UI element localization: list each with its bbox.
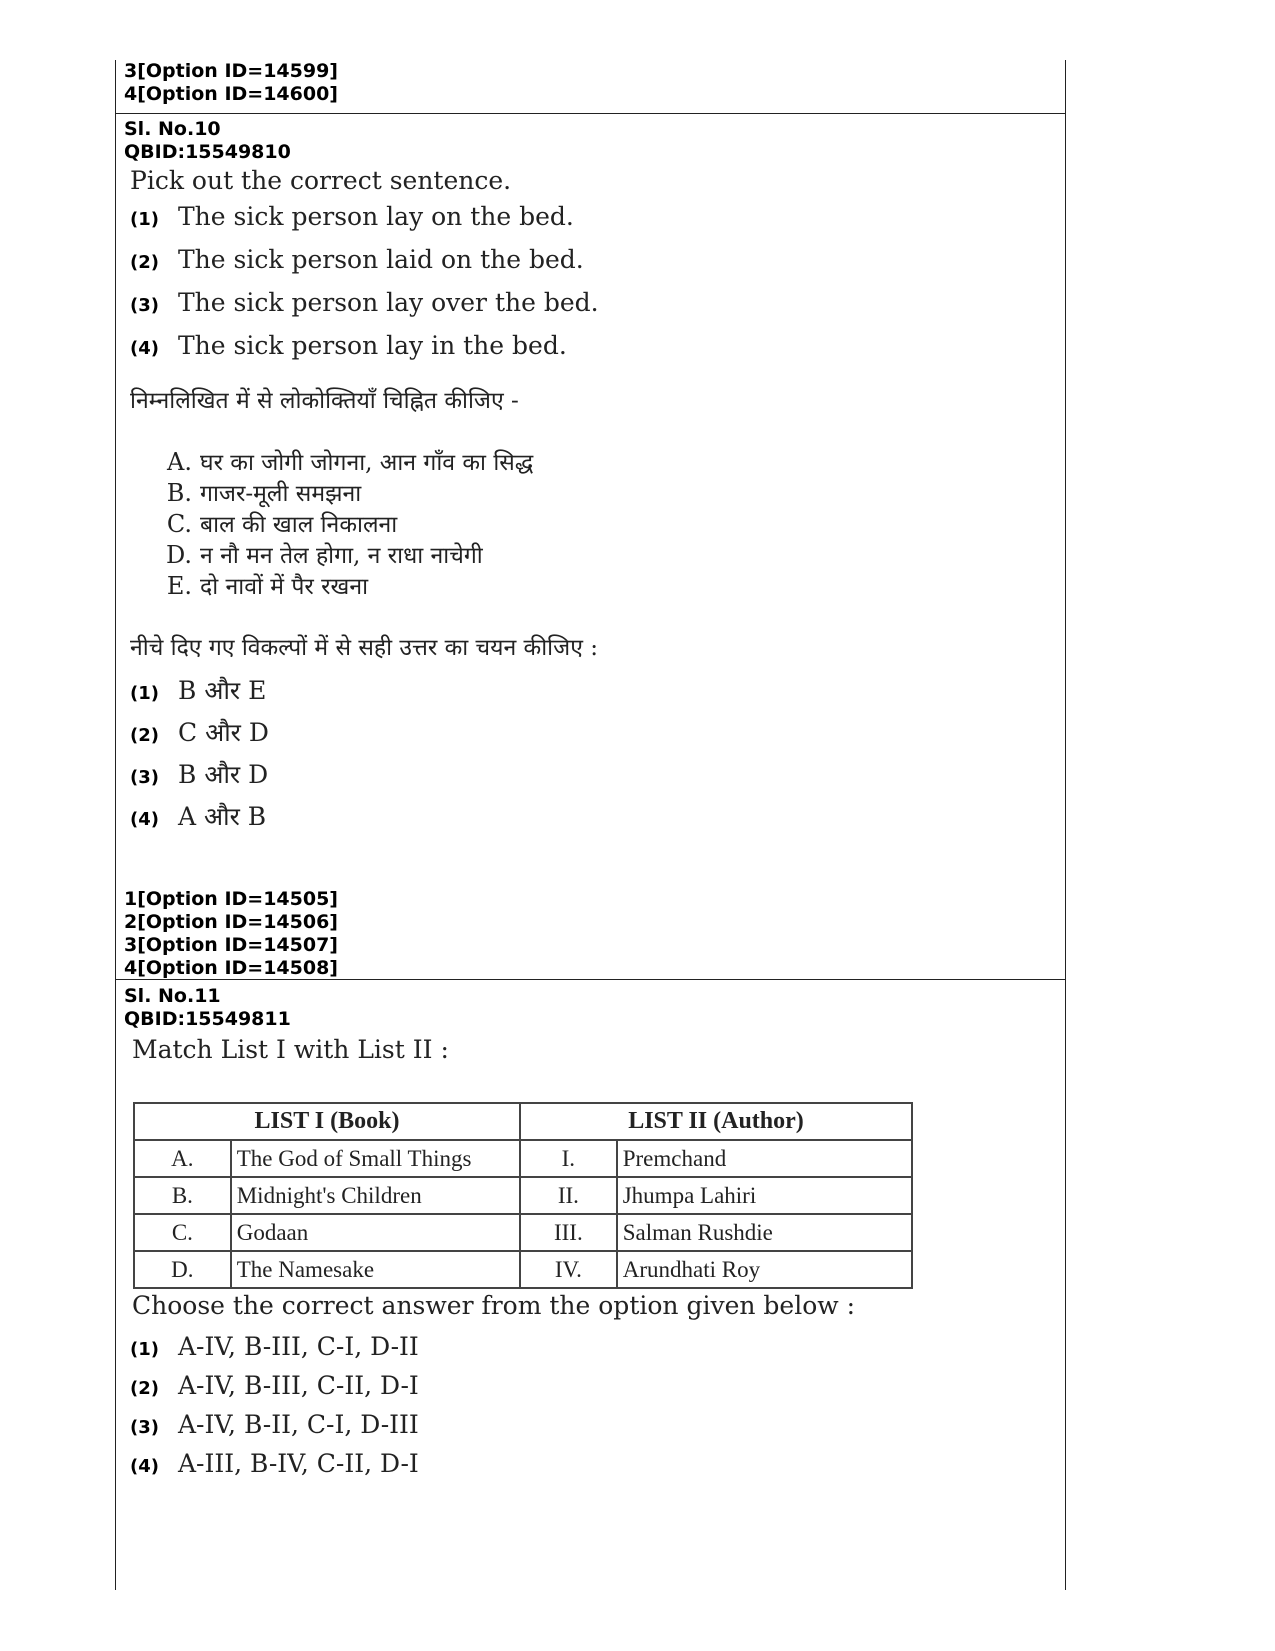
answer-option-2[interactable] xyxy=(130,245,584,274)
list-1-header: LIST I (Book) xyxy=(134,1103,520,1140)
item-text: गाजर-मूली समझना xyxy=(200,481,362,507)
answer-option-4[interactable] xyxy=(130,331,567,360)
book-cell: Godaan xyxy=(231,1214,520,1251)
option-number: (4) xyxy=(130,809,159,830)
option-id-line: 4[Option ID=14508] xyxy=(124,957,338,979)
hindi-list-item xyxy=(160,507,397,539)
option-text: The sick person laid on the bed. xyxy=(178,245,584,274)
table-row xyxy=(134,1251,912,1288)
list-2-header: LIST II (Author) xyxy=(520,1103,912,1140)
option-text: A-IV, B-II, C-I, D-III xyxy=(178,1410,419,1439)
answer-option-3[interactable] xyxy=(130,757,268,791)
answer-option-1[interactable] xyxy=(130,673,266,707)
answer-option-4[interactable] xyxy=(130,799,266,833)
prev-option-ids xyxy=(116,60,1065,106)
list-2-label: II. xyxy=(520,1177,617,1214)
option-text: B और D xyxy=(178,760,269,789)
option-id-line: 1[Option ID=14505] xyxy=(124,888,338,910)
list-2-label: III. xyxy=(520,1214,617,1251)
option-number: (2) xyxy=(130,725,159,746)
table-row xyxy=(134,1177,912,1214)
option-number: (1) xyxy=(130,209,159,230)
option-text: The sick person lay in the bed. xyxy=(178,331,567,360)
hindi-list-item xyxy=(160,445,533,477)
item-text: न नौ मन तेल होगा, न राधा नाचेगी xyxy=(200,543,483,569)
option-number: (2) xyxy=(130,1378,159,1399)
qbid: QBID:15549810 xyxy=(124,141,291,163)
question-divider xyxy=(116,113,1065,114)
option-id-line: 2[Option ID=14506] xyxy=(124,911,338,933)
answer-option-1[interactable] xyxy=(130,202,574,231)
list-1-label: C. xyxy=(134,1214,231,1251)
match-table xyxy=(133,1102,913,1289)
option-text: The sick person lay on the bed. xyxy=(178,202,574,231)
serial-number: Sl. No.11 xyxy=(124,985,221,1007)
option-number: (3) xyxy=(130,1417,159,1438)
option-text: A-IV, B-III, C-II, D-I xyxy=(178,1371,419,1400)
list-1-label: A. xyxy=(134,1140,231,1177)
list-1-label: B. xyxy=(134,1177,231,1214)
option-number: (3) xyxy=(130,767,159,788)
hindi-instruction: नीचे दिए गए विकल्पों में से सही उत्तर का चयन कीजिए : xyxy=(130,635,598,661)
list-2-label: IV. xyxy=(520,1251,617,1288)
question-text: Pick out the correct sentence. xyxy=(130,166,512,195)
option-number: (4) xyxy=(130,338,159,359)
book-cell: Midnight's Children xyxy=(231,1177,520,1214)
option-ids xyxy=(116,888,338,980)
answer-option-2[interactable] xyxy=(130,1371,419,1400)
option-number: (3) xyxy=(130,295,159,316)
hindi-list-item xyxy=(160,538,483,570)
table-row xyxy=(134,1140,912,1177)
option-text: The sick person lay over the bed. xyxy=(178,288,599,317)
item-text: घर का जोगी जोगना, आन गाँव का सिद्ध xyxy=(200,450,534,476)
answer-option-2[interactable] xyxy=(130,715,269,749)
list-1-label: D. xyxy=(134,1251,231,1288)
book-cell: The God of Small Things xyxy=(231,1140,520,1177)
option-text: A-III, B-IV, C-II, D-I xyxy=(178,1449,419,1478)
author-cell: Premchand xyxy=(617,1140,912,1177)
answer-option-3[interactable] xyxy=(130,288,599,317)
option-number: (1) xyxy=(130,683,159,704)
answer-option-1[interactable] xyxy=(130,1332,419,1361)
question-paper-frame xyxy=(115,60,1066,1590)
list-2-label: I. xyxy=(520,1140,617,1177)
option-text: A-IV, B-III, C-I, D-II xyxy=(178,1332,419,1361)
item-letter: A. xyxy=(167,448,192,476)
item-letter: E. xyxy=(166,572,192,600)
answer-option-4[interactable] xyxy=(130,1449,419,1478)
option-id-line: 3[Option ID=14599] xyxy=(124,60,338,82)
hindi-list-item xyxy=(160,476,361,508)
table-header-row xyxy=(134,1103,912,1140)
item-text: बाल की खाल निकालना xyxy=(200,512,398,538)
item-letter: C. xyxy=(166,510,192,538)
book-cell: The Namesake xyxy=(231,1251,520,1288)
instruction-text: Choose the correct answer from the option given below : xyxy=(132,1291,856,1320)
serial-number: Sl. No.10 xyxy=(124,118,221,140)
answer-option-3[interactable] xyxy=(130,1410,419,1439)
option-id-line: 3[Option ID=14507] xyxy=(124,934,338,956)
option-id-line: 4[Option ID=14600] xyxy=(124,83,338,105)
author-cell: Salman Rushdie xyxy=(617,1214,912,1251)
option-text: C और D xyxy=(178,718,269,747)
option-number: (2) xyxy=(130,252,159,273)
item-letter: B. xyxy=(166,479,192,507)
question-divider xyxy=(116,979,1065,980)
table-row xyxy=(134,1214,912,1251)
question-10 xyxy=(116,118,1065,1030)
author-cell: Arundhati Roy xyxy=(617,1251,912,1288)
item-letter: D. xyxy=(165,541,192,569)
item-text: दो नावों में पैर रखना xyxy=(200,574,369,600)
option-number: (4) xyxy=(130,1456,159,1477)
question-11 xyxy=(116,985,1065,1585)
option-number: (1) xyxy=(130,1339,159,1360)
question-text: Match List I with List II : xyxy=(132,1035,449,1064)
option-text: B और E xyxy=(178,676,267,705)
hindi-question-text: निम्नलिखित में से लोकोक्तियाँ चिह्नित कीजिए - xyxy=(130,388,519,414)
hindi-list-item xyxy=(160,569,368,601)
qbid: QBID:15549811 xyxy=(124,1008,291,1030)
author-cell: Jhumpa Lahiri xyxy=(617,1177,912,1214)
option-text: A और B xyxy=(178,802,267,831)
